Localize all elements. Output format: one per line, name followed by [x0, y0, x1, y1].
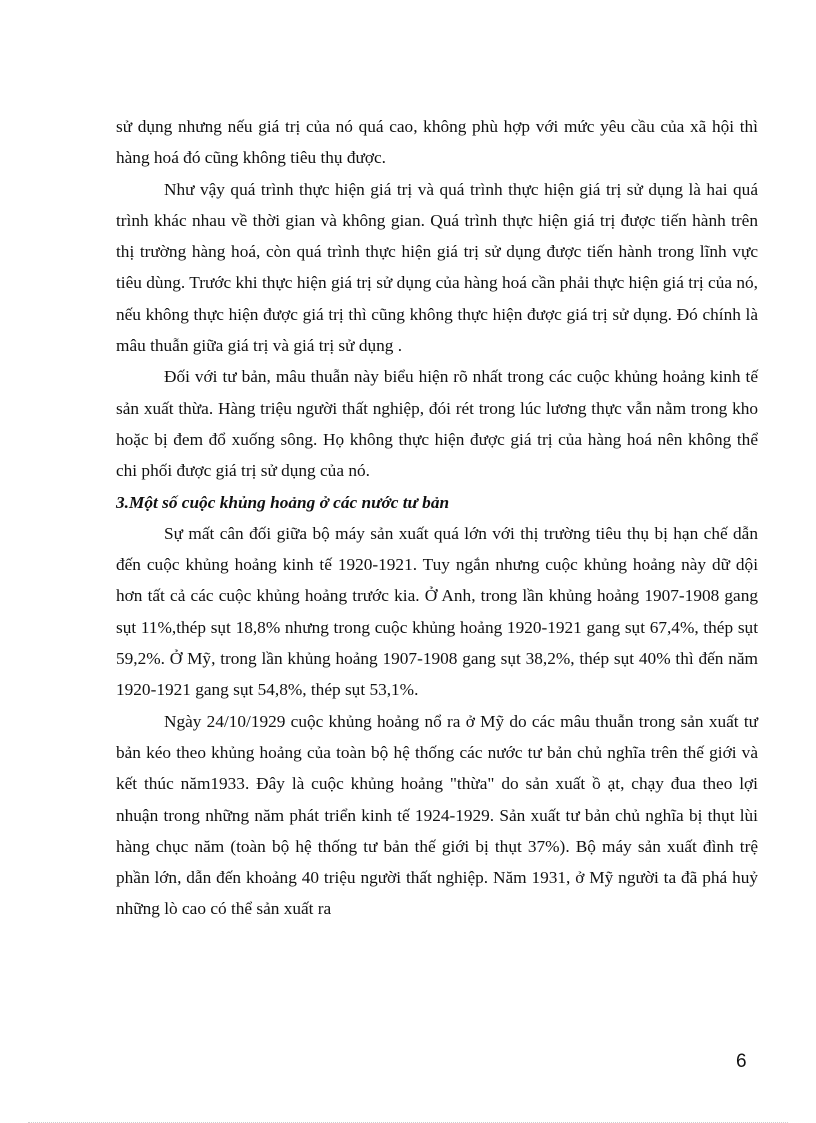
paragraph: Sự mất cân đối giữa bộ máy sản xuất quá lớn với thị trường tiêu thụ bị hạn chế dẫn đến cuộc khủng hoảng kinh tế 1920-1921. Tuy ngắn nhưng cuộc khủng hoảng này dữ dội hơn tất cả các cuộc khủng hoảng trước kia. Ở Anh, trong lần khủng hoảng 1907-1908 gang sụt 11%,thép sụt 18,8% nhưng trong cuộc khủng hoảng 1920-1921 gang sụt 67,4%, thép sụt 59,2%. Ở Mỹ, trong lần khủng hoảng 1907-1908 gang sụt 38,2%, thép sụt 40% thì đến năm 1920-1921 gang sụt 54,8%, thép sụt 53,1%. — [116, 523, 758, 700]
paragraph: Như vậy quá trình thực hiện giá trị và quá trình thực hiện giá trị sử dụng là hai quá trình khác nhau về thời gian và không gian. Quá trình thực hiện giá trị được tiến hành trên thị trường hàng hoá, còn quá trình thực hiện giá trị sử dụng được tiến hành trong lĩnh vực tiêu dùng. Trước khi thực hiện giá trị sử dụng của hàng hoá cần phải thực hiện giá trị của nó, nếu không thực hiện được giá trị thì cũng không thực hiện được giá trị sử dụng. Đó chính là mâu thuẫn giữa giá trị và giá trị sử dụng . — [116, 179, 758, 356]
paragraph: Đối với tư bản, mâu thuẫn này biểu hiện rõ nhất trong các cuộc khủng hoảng kinh tế sản xuất thừa. Hàng triệu người thất nghiệp, đói rét trong lúc lương thực vẫn nằm trong kho hoặc bị đem đổ xuống sông. Họ không thực hiện được giá trị của hàng hoá nên không thể chi phối được giá trị sử dụng của nó. — [116, 367, 758, 481]
section-heading: 3.Một số cuộc khủng hoảng ở các nước tư bản — [116, 492, 450, 512]
paragraph: Ngày 24/10/1929 cuộc khủng hoảng nổ ra ở Mỹ do các mâu thuẫn trong sản xuất tư bản kéo theo khủng hoảng của toàn bộ hệ thống các nước tư bản chủ nghĩa trên thế giới và kết thúc năm1933. Đây là cuộc khủng hoảng "thừa" do sản xuất ồ ạt, chạy đua theo lợi nhuận trong những năm phát triển kinh tế 1924-1929. Sản xuất tư bản chủ nghĩa bị thụt lùi hàng chục năm (toàn bộ hệ thống tư bản thế giới bị thụt 37%). Bộ máy sản xuất đình trệ phần lớn, dẫn đến khoảng 40 triệu người thất nghiệp. Năm 1931, ở Mỹ người ta đã phá huỷ những lò cao có thể sản xuất ra — [116, 711, 758, 919]
paragraph: sử dụng nhưng nếu giá trị của nó quá cao, không phù hợp với mức yêu cầu của xã hội thì hàng hoá đó cũng không tiêu thụ được. — [116, 117, 758, 168]
body-text — [116, 111, 758, 925]
page-number: 6 — [736, 1051, 747, 1072]
